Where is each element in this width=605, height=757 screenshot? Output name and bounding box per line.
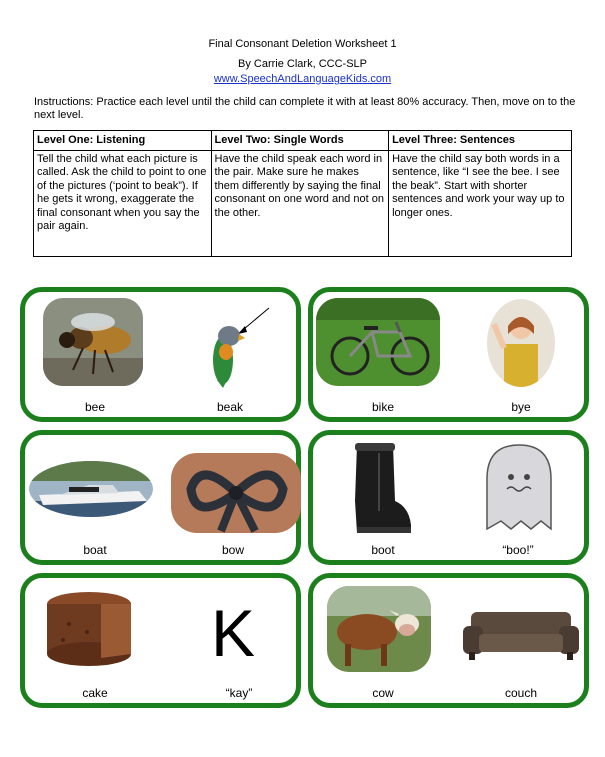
level-one-text: Tell the child what each picture is called. Ask the child to point to one of the pictures (‘point to beak”). If he gets it wrong, exaggerate the final consonant when you say the pair again. bbox=[34, 150, 212, 256]
cake-picture bbox=[39, 588, 137, 668]
word-bye: bye bbox=[511, 400, 531, 414]
word-boat: boat bbox=[83, 543, 107, 557]
word-bee: bee bbox=[84, 400, 106, 414]
word-beak: beak bbox=[216, 400, 244, 414]
boot-picture bbox=[349, 441, 413, 535]
level-one-title: Level One: Listening bbox=[34, 131, 212, 151]
couch-picture bbox=[459, 608, 583, 664]
word-bow: bow bbox=[221, 543, 244, 557]
girl-waving-picture bbox=[486, 298, 556, 388]
card-boot-boo bbox=[308, 430, 589, 565]
bow-picture bbox=[171, 453, 301, 533]
card-cow-couch bbox=[308, 573, 589, 708]
boat-picture bbox=[29, 461, 153, 517]
level-two-title: Level Two: Single Words bbox=[211, 131, 389, 151]
word-cow: cow bbox=[372, 686, 394, 700]
levels-table bbox=[33, 130, 572, 257]
cow-picture bbox=[327, 586, 431, 672]
ghost-picture bbox=[481, 441, 557, 533]
word-kay: “kay” bbox=[225, 686, 253, 700]
level-three-title: Level Three: Sentences bbox=[389, 131, 572, 151]
bike-picture bbox=[316, 298, 440, 386]
instructions: Instructions: Practice each level until the child can complete it with at least 80% accuracy. Then, move on to the next level. bbox=[34, 96, 576, 121]
word-boo: “boo!” bbox=[502, 543, 534, 557]
level-two-text: Have the child speak each word in the pair. Make sure he makes them differently by saying the final consonant on one word and not on the other. bbox=[211, 150, 389, 256]
letter-k: K bbox=[211, 596, 256, 670]
card-bee-beak bbox=[20, 287, 301, 422]
level-three-text: Have the child say both words in a sentence, like “I see the bee. I see the beak”. Start with shorter sentences and work your way up to longer ones. bbox=[389, 150, 572, 256]
card-cake-kay bbox=[20, 573, 301, 708]
word-cake: cake bbox=[82, 686, 108, 700]
card-boat-bow bbox=[20, 430, 301, 565]
word-bike: bike bbox=[371, 400, 394, 414]
worksheet-title: Final Consonant Deletion Worksheet 1 bbox=[208, 38, 397, 50]
author-line: By Carrie Clark, CCC-SLP bbox=[238, 58, 367, 70]
card-bike-bye bbox=[308, 287, 589, 422]
website-link[interactable]: www.SpeechAndLanguageKids.com bbox=[213, 73, 392, 85]
word-couch: couch bbox=[504, 686, 538, 700]
parrot-picture bbox=[193, 304, 273, 388]
bee-picture bbox=[43, 298, 143, 386]
word-boot: boot bbox=[371, 543, 395, 557]
